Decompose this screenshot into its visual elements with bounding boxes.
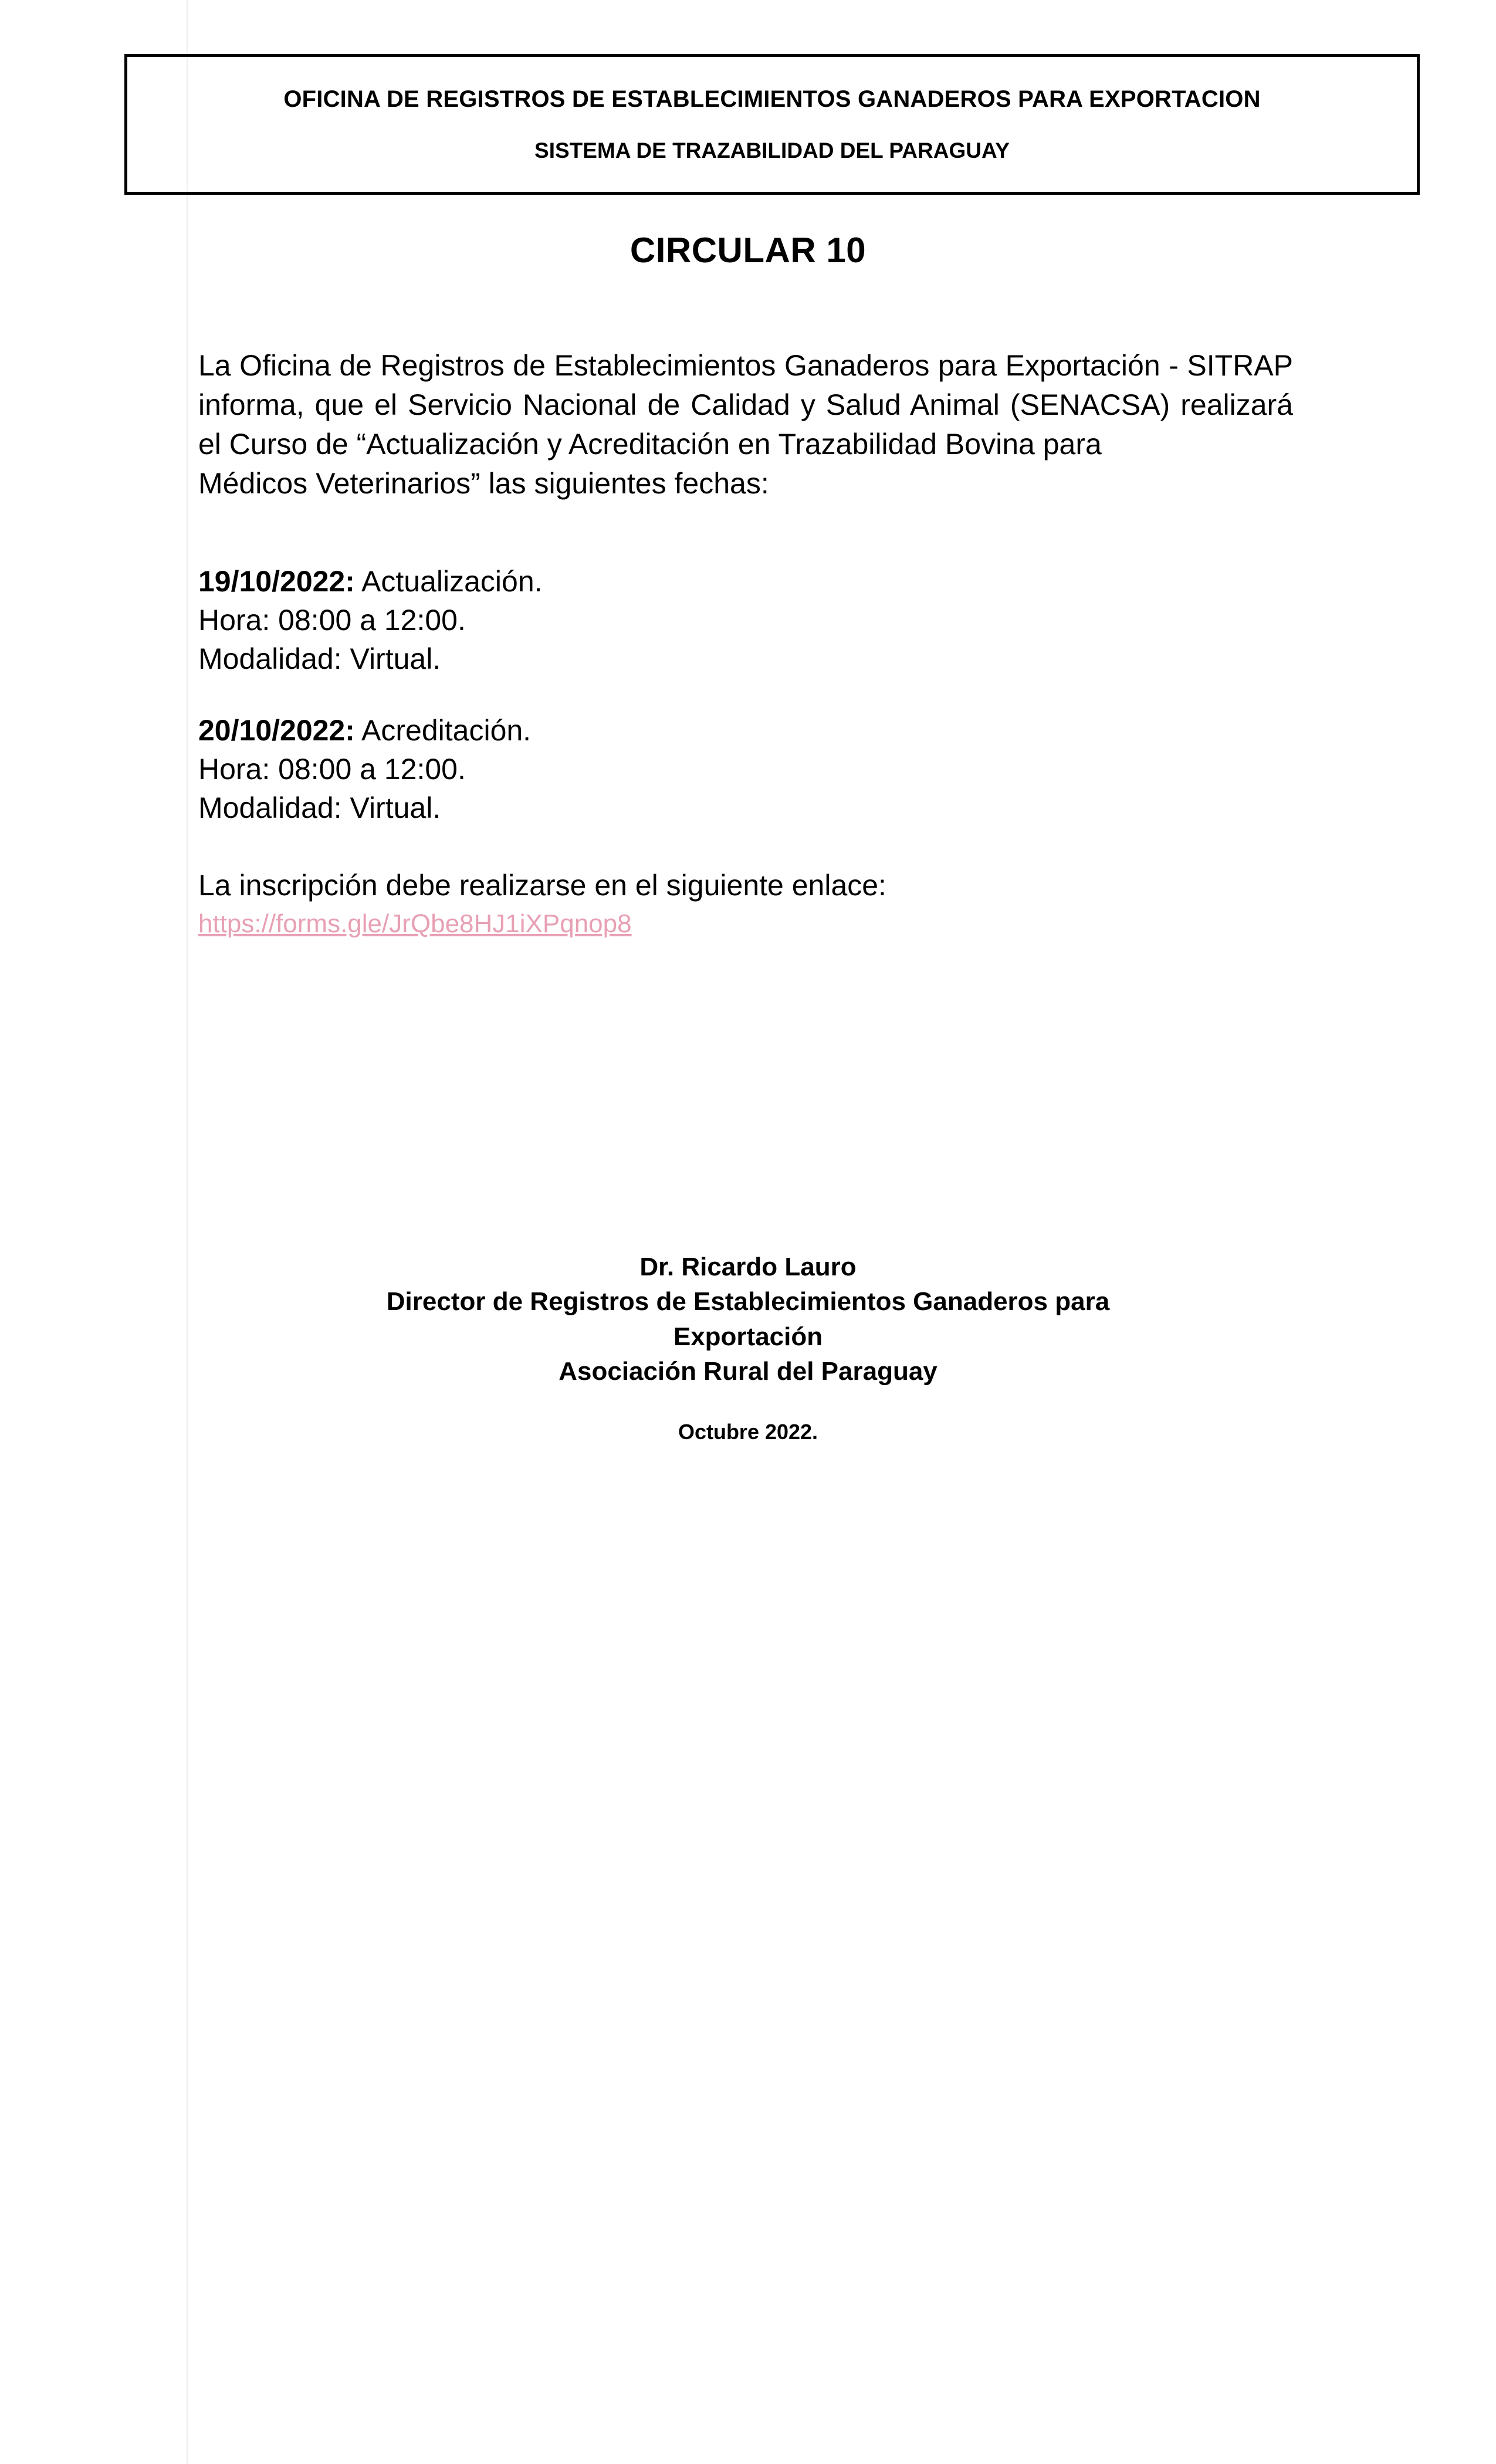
spacer — [198, 678, 1293, 711]
spacer — [198, 827, 1293, 866]
registration-link[interactable]: https://forms.gle/JrQbe8HJ1iXPqnop8 — [198, 909, 632, 938]
event-2-date: 20/10/2022: — [198, 714, 355, 747]
event-2-time: Hora: 08:00 a 12:00. — [198, 753, 466, 786]
signature-role-line-1: Director de Registros de Establecimientos Ganaderos para — [386, 1287, 1110, 1316]
event-2-mode: Modalidad: Virtual. — [198, 791, 441, 824]
intro-line-3: Calidad y Salud Animal (SENACSA) realizará el Curso de — [198, 388, 1293, 461]
signature-organization: Asociación Rural del Paraguay — [559, 1357, 937, 1386]
event-1-mode: Modalidad: Virtual. — [198, 642, 441, 675]
event-1-name: Actualización. — [354, 565, 543, 598]
document-body — [198, 346, 1293, 940]
document-header-box — [124, 54, 1420, 195]
header-system-title: SISTEMA DE TRAZABILIDAD DEL PARAGUAY — [534, 138, 1010, 163]
event-1-heading — [198, 562, 1293, 601]
event-2-heading — [198, 711, 1293, 750]
spacer — [198, 503, 1293, 562]
intro-line-2: Exportación - SITRAP informa, que el Servicio Nacional de — [198, 349, 1293, 421]
signature-name: Dr. Ricardo Lauro — [639, 1253, 857, 1281]
intro-line-1: La Oficina de Registros de Establecimientos Ganaderos para — [198, 349, 997, 382]
intro-line-4: “Actualización y Acreditación en Trazabilidad Bovina para — [356, 428, 1102, 461]
scan-artifact-line — [187, 0, 188, 2464]
event-2-name: Acreditación. — [354, 714, 532, 747]
event-1-time: Hora: 08:00 a 12:00. — [198, 604, 466, 637]
registration-instruction: La inscripción debe realizarse en el siguiente enlace: — [198, 869, 886, 902]
intro-line-5: Médicos Veterinarios” las siguientes fechas: — [198, 467, 769, 500]
signature-date: Octubre 2022. — [678, 1419, 818, 1444]
header-office-title: OFICINA DE REGISTROS DE ESTABLECIMIENTOS GANADEROS PARA EXPORTACION — [283, 86, 1261, 112]
intro-paragraph — [198, 346, 1293, 503]
signature-role-line-2: Exportación — [673, 1322, 823, 1351]
page-title: CIRCULAR 10 — [629, 231, 867, 270]
signature-block — [0, 1250, 1496, 1444]
event-1-date: 19/10/2022: — [198, 565, 355, 598]
